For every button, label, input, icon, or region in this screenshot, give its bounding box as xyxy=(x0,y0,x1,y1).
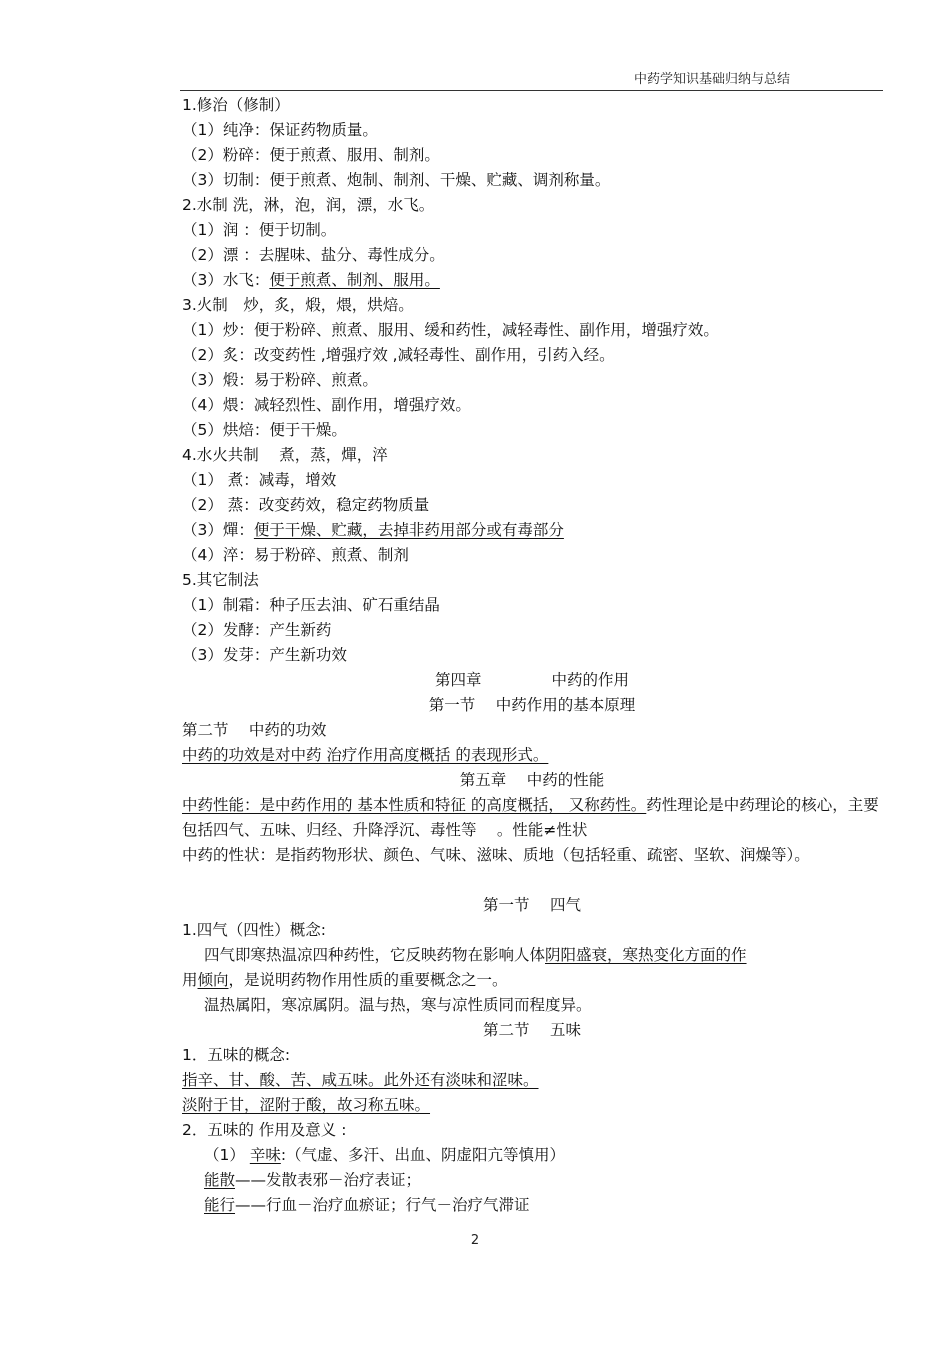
list-item: （1） 煮：减毒，增效 xyxy=(182,471,337,489)
list-item xyxy=(182,1143,882,1168)
underlined-paragraph: 中药的功效是对中药 治疗作用高度概括 的表现形式。 xyxy=(182,746,549,764)
list-item xyxy=(182,1168,882,1193)
list-item: （2）炙：改变药性 ,增强疗效 ,减轻毒性、副作用，引药入经。 xyxy=(182,346,615,364)
list-item: （4）煨：减轻烈性、副作用，增强疗效。 xyxy=(182,396,471,414)
list-item: （5）烘焙：便于干燥。 xyxy=(182,421,347,439)
list-item: （1）炒：便于粉碎、煎煮、服用、缓和药性，减轻毒性、副作用，增强疗效。 xyxy=(182,321,719,339)
list-item xyxy=(182,1193,882,1218)
list-label: （1） xyxy=(204,1146,245,1164)
underlined-text: 能行 xyxy=(204,1196,236,1214)
list-item: （1）润 ：便于切制。 xyxy=(182,221,337,239)
list-item xyxy=(182,268,882,293)
paragraph-text: 用 xyxy=(182,971,198,989)
list-item: （1）制霜：种子压去油、矿石重结晶 xyxy=(182,596,440,614)
running-header: 中药学知识基础归纳与总结 xyxy=(633,72,790,87)
chapter-name: 中药的作用 xyxy=(551,671,630,689)
underlined-text: 倾向 xyxy=(197,971,229,989)
underlined-text: 便于煎煮、制剂、服用。 xyxy=(269,271,440,289)
paragraph-text: 药性理论是中药理论的核心，主要包括四气、五味、归经、升降浮沉、毒性等 。性能≠性状 xyxy=(182,796,879,839)
underlined-text: 中药性能：是中药作用的 基本性质和特征 的高度概括， 又称药性。 xyxy=(182,796,647,814)
section-title: 第二节 中药的功效 xyxy=(182,721,327,739)
list-item: （2） 蒸：改变药效，稳定药物质量 xyxy=(182,496,430,514)
list-item: （2）漂 ：去腥味、盐分、毒性成分。 xyxy=(182,246,445,264)
section-title: 第一节 中药作用的基本原理 xyxy=(428,696,636,714)
list-label: （3）水飞： xyxy=(182,271,270,289)
paragraph: 温热属阳，寒凉属阴。温与热，寒与凉性质同而程度异。 xyxy=(204,996,592,1014)
list-text: :（气虚、多汗、出血、阴虚阳亢等慎用） xyxy=(280,1146,566,1164)
page-number: 2 xyxy=(470,1233,480,1248)
paragraph xyxy=(182,968,882,993)
list-item: （3）煅：易于粉碎、煎煮。 xyxy=(182,371,378,389)
list-item: （2）发酵：产生新药 xyxy=(182,621,332,639)
section-heading: 2．五味的 作用及意义 : xyxy=(182,1121,347,1139)
section-heading: 1.四气（四性）概念: xyxy=(182,921,327,939)
section-heading: 5.其它制法 xyxy=(182,571,259,589)
section-heading: 1．五味的概念: xyxy=(182,1046,291,1064)
section-heading: 2.水制 洗，淋，泡，润，漂，水飞。 xyxy=(182,196,435,214)
list-label: （3）燀： xyxy=(182,521,254,539)
underlined-text: 能散 xyxy=(204,1171,236,1189)
section-heading: 4.水火共制 煮，蒸，燀，淬 xyxy=(182,446,388,464)
paragraph: 中药的性状：是指药物形状、颜色、气味、滋味、质地（包括轻重、疏密、坚软、润燥等）。 xyxy=(182,846,810,864)
document-body xyxy=(182,93,882,1218)
underlined-text: 辛味 xyxy=(249,1146,281,1164)
underlined-paragraph: 淡附于甘，涩附于酸，故习称五味。 xyxy=(182,1096,431,1114)
header-divider xyxy=(180,90,883,91)
chapter-number: 第四章 xyxy=(434,671,482,689)
list-item xyxy=(182,518,882,543)
section-heading: 3.火制 炒，炙，煅，煨，烘焙。 xyxy=(182,296,414,314)
list-item: （2）粉碎：便于煎煮、服用、制剂。 xyxy=(182,146,440,164)
section-title: 第二节 五味 xyxy=(483,1021,581,1039)
paragraph-text: ，是说明药物作用性质的重要概念之一。 xyxy=(228,971,508,989)
underlined-text: 阴阳盛衰，寒热变化方面的作 xyxy=(545,946,747,964)
underlined-paragraph: 指辛、甘、酸、苦、咸五味。此外还有淡味和涩味。 xyxy=(182,1071,539,1089)
list-item: （3）切制：便于煎煮、炮制、制剂、干燥、贮藏、调剂称量。 xyxy=(182,171,611,189)
paragraph xyxy=(182,943,882,968)
list-item: （4）淬：易于粉碎、煎煮、制剂 xyxy=(182,546,409,564)
underlined-text: 便于干燥、贮藏，去掉非药用部分或有毒部分 xyxy=(253,521,564,539)
section-heading: 1.修治（修制） xyxy=(182,96,290,114)
section-title: 第一节 四气 xyxy=(483,896,581,914)
list-item: （1）纯净：保证药物质量。 xyxy=(182,121,378,139)
list-text: ——发散表邪－治疗表证； xyxy=(235,1171,422,1189)
list-text: ——行血－治疗血瘀证；行气－治疗气滞证 xyxy=(235,1196,530,1214)
chapter-title: 第五章 中药的性能 xyxy=(459,771,605,789)
chapter-title xyxy=(182,668,882,693)
list-item: （3）发芽：产生新功效 xyxy=(182,646,347,664)
paragraph xyxy=(182,793,882,843)
paragraph-text: 四气即寒热温凉四种药性，它反映药物在影响人体 xyxy=(204,946,546,964)
